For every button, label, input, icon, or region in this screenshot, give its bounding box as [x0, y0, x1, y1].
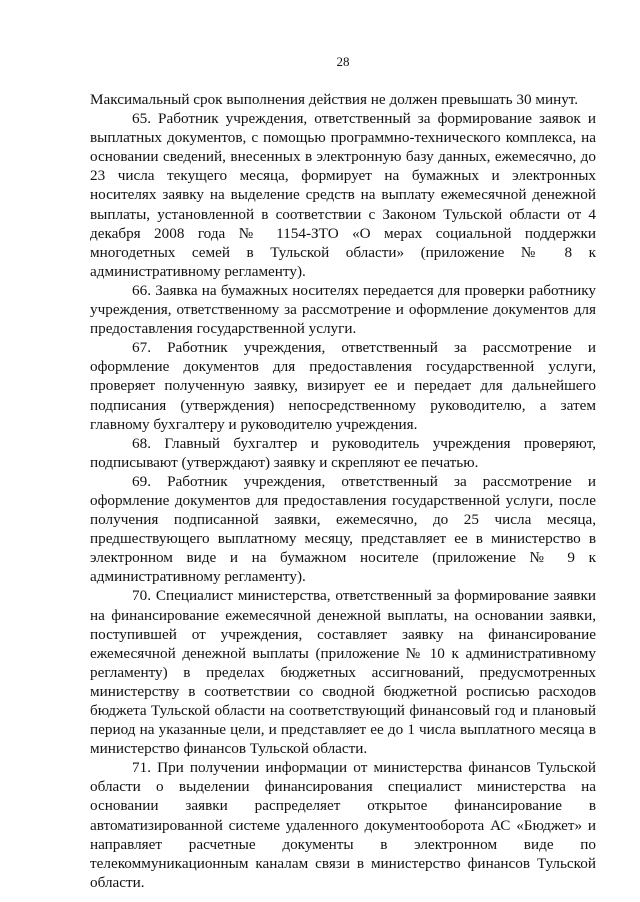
paragraph-71: 71. При получении информации от министерства финансов Тульской области о выделении финансирования специалист министерства на основании заявки распределяет открытое финансирование в автоматизированной системе удаленного документооборота АС «Бюджет» и направляет расчетные документы в электронном виде по телекоммуникационным каналам связи в министерство финансов Тульской области. — [90, 759, 596, 891]
paragraph-69: 69. Работник учреждения, ответственный за рассмотрение и оформление документов для предоставления государственной услуги, после получения подписанной заявки, ежемесячно, до 25 числа месяца, предшествующего выплатному месяцу, представляет ее в министерство в электронном виде и на бумажном носителе (приложение № 9 к административному регламенту). — [90, 472, 596, 586]
paragraph-65: 65. Работник учреждения, ответственный за формирование заявок и выплатных документов, с помощью программно-технического комплекса, на основании сведений, внесенных в электронную базу данных, ежемесячно, до 23 числа текущего месяца, формирует на бумажных и электронных носителях заявку на выделение средств на выплату ежемесячной денежной выплаты, установленной в соответствии с Законом Тульской области от 4 декабря 2008 года № 1154-ЗТО «О мерах социальной поддержки многодетных семей в Тульской области» (приложение № 8 к административному регламенту). — [90, 110, 596, 280]
document-body — [90, 90, 596, 892]
paragraph-70: 70. Специалист министерства, ответственный за формирование заявки на финансирование ежемесячной денежной выплаты, на основании заявки, поступившей от учреждения, составляет заявку на финансирование ежемесячной денежной выплаты (приложение № 10 к административному регламенту) в пределах бюджетных ассигнований, предусмотренных министерству в соответствии со сводной бюджетной росписью расходов бюджета Тульской области на соответствующий финансовый год и плановый период на указанные цели, и представляет ее до 1 числа выплатного месяца в министерство финансов Тульской области. — [90, 587, 596, 758]
page-number: 28 — [336, 54, 350, 69]
paragraph-66: 66. Заявка на бумажных носителях передается для проверки работнику учреждения, ответственному за рассмотрение и оформление документов для предоставления государственной услуги. — [90, 281, 596, 338]
paragraph-67: 67. Работник учреждения, ответственный за рассмотрение и оформление документов для предоставления государственной услуги, проверяет полученную заявку, визирует ее и передает для дальнейшего подписания (утверждения) непосредственному руководителю, а затем главному бухгалтеру и руководителю учреждения. — [90, 339, 596, 433]
paragraph-continuation: Максимальный срок выполнения действия не должен превышать 30 минут. — [90, 91, 579, 108]
paragraph-68: 68. Главный бухгалтер и руководитель учреждения проверяют, подписывают (утверждают) заявку и скрепляют ее печатью. — [90, 434, 596, 471]
